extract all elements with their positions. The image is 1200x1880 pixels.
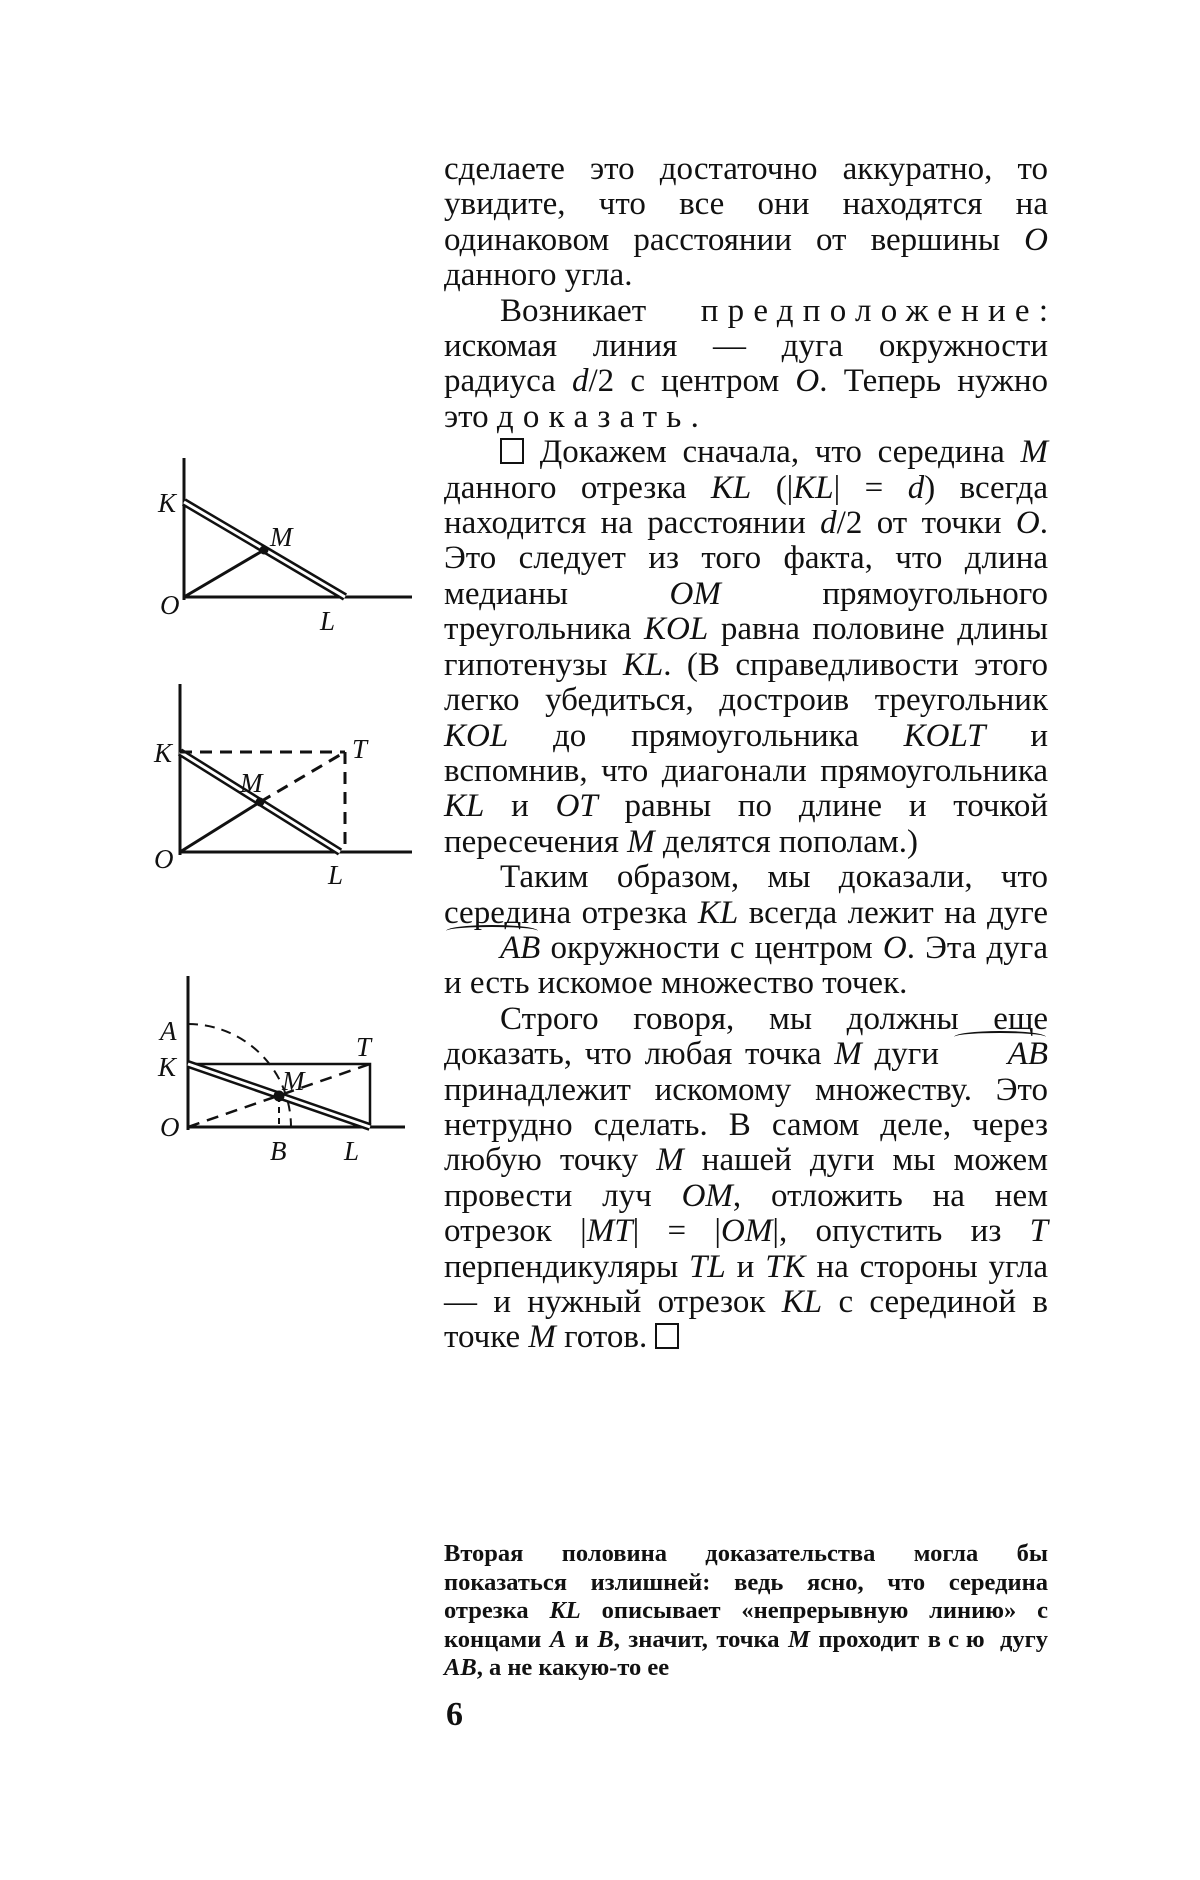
fig2-dashed-mt: [260, 752, 345, 802]
text-run: : искомая линия — дуга окружности радиуса: [444, 292, 1048, 400]
text-run: прямоугольного треугольника: [444, 575, 1048, 648]
fig1-median-om: [184, 550, 264, 597]
paragraph-p1: [444, 152, 1048, 294]
math-symbol: d: [907, 469, 925, 506]
math-symbol: O: [795, 363, 820, 400]
text-run: , а не какую-то ее: [476, 1654, 670, 1682]
main-text-column: [444, 152, 1048, 1356]
math-symbol: KL: [710, 469, 752, 506]
fig2-median-om: [180, 802, 260, 852]
arc-symbol: AB: [444, 931, 540, 966]
figure-1: [157, 458, 412, 636]
fig2-label-t: T: [352, 734, 368, 764]
fig3-label-m: M: [282, 1066, 305, 1096]
text-run: , отложить на нем отрезок |: [444, 1177, 1048, 1250]
math-symbol: KL: [793, 469, 834, 506]
fig3-label-a: A: [160, 1016, 177, 1046]
math-symbol: O: [1024, 221, 1048, 258]
spaced-emphasis: доказать: [496, 398, 691, 435]
text-run: делятся пополам.): [654, 823, 919, 860]
math-symbol: M: [788, 1625, 810, 1653]
math-symbol: M: [528, 1319, 556, 1356]
text-run: . Теперь нужно это: [444, 363, 1048, 435]
fig1-point-m: [260, 546, 268, 554]
math-symbol: O: [882, 929, 907, 966]
spaced-emphasis: предположение: [700, 292, 1039, 329]
text-run: . Эта дуга и есть искомое множество точек.: [444, 929, 1048, 1002]
text-run: Вторая половина доказательства могла бы показаться излишней: ведь ясно, что середина отрезка: [444, 1540, 1048, 1625]
fig1-label-l: L: [320, 606, 336, 636]
footnote-paragraph: [444, 1540, 1048, 1683]
math-symbol: OM: [681, 1177, 733, 1214]
text-run: описывает «непрерывную линию» с концами: [444, 1597, 1048, 1653]
math-symbol: TL: [689, 1248, 726, 1285]
text-run: |, опустить из: [772, 1213, 1030, 1250]
math-symbol: d: [820, 505, 837, 542]
math-symbol: TK: [765, 1248, 806, 1285]
math-symbol: d: [571, 363, 589, 400]
proof-box-icon: [500, 438, 524, 464]
math-symbol: KL: [444, 788, 485, 825]
text-run: Таким образом, мы доказали, что середина отрезка: [444, 859, 1048, 931]
math-symbol: B: [597, 1625, 614, 1653]
fig3-label-b: B: [270, 1136, 287, 1166]
math-symbol: A: [549, 1625, 567, 1653]
figure-2: [153, 684, 412, 890]
text-run: и: [566, 1625, 598, 1653]
text-run: на стороны угла — и нужный отрезок: [444, 1248, 1048, 1320]
math-symbol: OT: [555, 788, 598, 825]
paragraph-p2: [444, 294, 1048, 436]
text-run: равна половине длины гипотенузы: [444, 611, 1048, 683]
arc-symbol: AB: [952, 1037, 1048, 1072]
fig3-label-l: L: [344, 1136, 360, 1166]
page-number: 6: [446, 1696, 463, 1733]
math-symbol: O: [1015, 505, 1040, 542]
math-symbol: M: [656, 1142, 684, 1179]
math-symbol: M: [1020, 434, 1048, 471]
text-run: принадлежит искомому множеству. Это нетрудно сделать. В самом деле, через любую точку: [444, 1071, 1048, 1179]
text-run: нашей дуги мы можем провести луч: [444, 1142, 1048, 1214]
fig1-label-m: M: [270, 522, 293, 552]
math-symbol: M: [834, 1036, 862, 1073]
paragraph-p4: [444, 860, 1048, 1002]
text-run: (|: [751, 469, 794, 506]
text-run: ) всегда находится на расстоянии: [444, 469, 1048, 542]
text-run: с серединой в точке: [444, 1284, 1048, 1356]
paragraph-p5: [444, 1002, 1048, 1356]
fig2-label-m: M: [240, 768, 263, 798]
fig2-label-o: O: [154, 844, 174, 874]
fig1-label-k: K: [158, 488, 177, 518]
text-run: дуги: [861, 1036, 952, 1073]
proof-box-icon: [655, 1323, 679, 1349]
text-run: окружности с центром: [540, 929, 883, 966]
fig2-point-m: [256, 798, 264, 806]
text-run: проходит: [809, 1625, 928, 1653]
math-symbol: KOL: [444, 717, 509, 754]
text-run: /2 от точки: [836, 505, 1016, 542]
text-run: сделаете это достаточно аккуратно, то увидите, что все они находятся на одинаковом расстоянии от вершины: [444, 151, 1048, 258]
fig2-label-k: K: [154, 738, 173, 768]
text-run: всегда лежит на дуге: [738, 894, 1048, 931]
text-run: данного угла.: [444, 257, 633, 294]
text-run: готов.: [555, 1319, 656, 1356]
text-run: . (В справедливости этого легко убедиться, достроив треугольник: [444, 646, 1049, 719]
spaced-emphasis: всю: [927, 1625, 992, 1653]
fig3-label-t: T: [356, 1032, 372, 1062]
math-symbol: OM: [669, 575, 721, 612]
figure-3: [157, 976, 405, 1166]
math-symbol: M: [627, 823, 655, 860]
fig3-label-k: K: [158, 1052, 177, 1082]
text-run: . Это следует из того факта, что длина медианы: [444, 505, 1049, 612]
text-run: и: [725, 1248, 766, 1285]
math-symbol: KL: [549, 1597, 581, 1625]
text-run: /2 с центром: [588, 363, 796, 400]
text-run: Строго говоря, мы должны еще доказать, что любая точка: [444, 1000, 1048, 1073]
math-symbol: T: [1029, 1213, 1049, 1250]
math-symbol: OM: [721, 1213, 773, 1250]
text-run: данного отрезка: [444, 469, 711, 506]
math-symbol: KOL: [644, 611, 709, 648]
text-run: .: [690, 398, 699, 435]
text-run: и: [484, 788, 556, 825]
math-symbol: KL: [622, 646, 664, 683]
text-run: до прямоугольника: [508, 717, 904, 754]
text-run: | =: [833, 469, 908, 506]
math-symbol: MT: [586, 1213, 633, 1250]
text-run: перпендикуляры: [444, 1248, 690, 1285]
fig3-arc-ab: [188, 1024, 291, 1127]
text-run: | = |: [632, 1213, 722, 1250]
math-symbol: KL: [781, 1284, 823, 1320]
paragraph-p3: [444, 435, 1048, 860]
text-run: , значит, точка: [613, 1625, 789, 1653]
math-symbol: AB: [444, 1654, 477, 1682]
text-run: Докажем сначала, что середина: [524, 434, 1021, 471]
text-run: и вспомнив, что диагонали прямоугольника: [444, 717, 1048, 789]
fig3-label-o: O: [160, 1112, 180, 1142]
math-symbol: KOLT: [903, 717, 986, 754]
text-run: равны по длине и точкой пересечения: [444, 788, 1048, 860]
fig2-label-l: L: [328, 860, 344, 890]
text-run: Возникает: [500, 292, 701, 329]
fig1-label-o: O: [160, 590, 180, 620]
math-symbol: KL: [697, 894, 739, 931]
text-run: дугу: [991, 1625, 1048, 1653]
